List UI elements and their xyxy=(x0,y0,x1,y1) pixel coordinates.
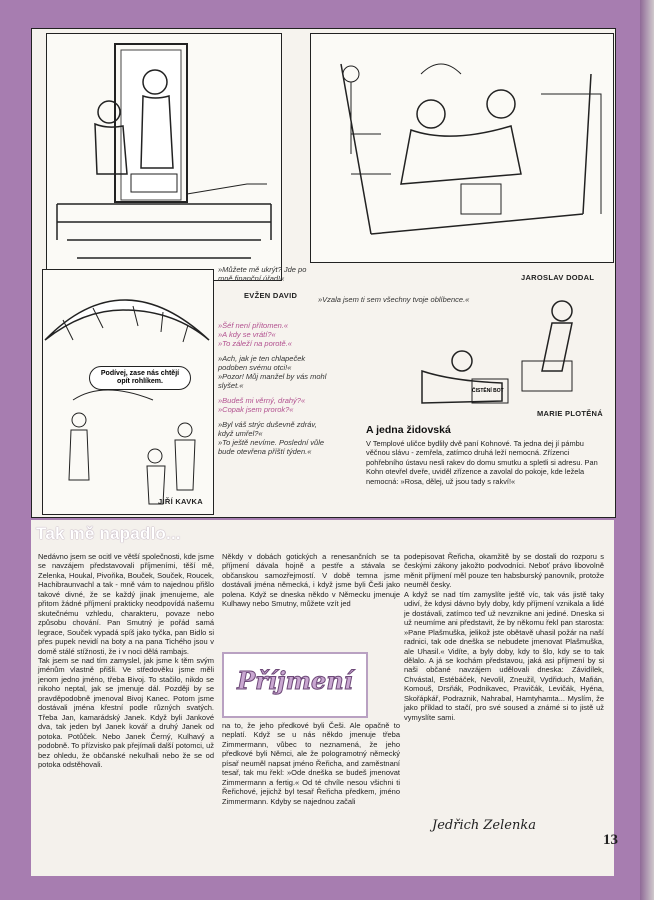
joke-line: »Šéf není přítomen.« xyxy=(218,321,289,330)
cartoon-hospital-drawing xyxy=(311,34,613,262)
joke-line: »Budeš mi věrný, drahý?« xyxy=(218,396,306,405)
story-text: V Templové uličce bydlily dvě paní Kohnové. Ta jedna dej jí pámbu věčnou slávu - zemřela, zatímco druhá leží nemocná. Zřízenci pohřebního ústavu nesli rakev do domu smutku a spletli si adresu. Pan Kohn otevřel dveře, uviděl zřízence a zavolal do pokoje, kde ležela nemocná: »Rosa, dělej, už jsou tady s rakví!« xyxy=(366,439,598,486)
cartoon-rohlik-drawing xyxy=(43,270,213,514)
joke-line: »Copak jsem prorok?« xyxy=(218,405,294,414)
article-column-3: podepisovat Řeřicha, okamžitě by se dostali do rozporu s českými zákony jakožto podvodníci. Neboť právo libovolně měnit příjmení měl pouze ten habsburský panovník, protože neuměl česky. A když se nad tím zamyslíte ještě víc, tak vás jistě taky udiví, že kdysi dávno byly doby, kdy příjmení vznikala a lidé je dostávali, zatímco teď už nevznikne ani jediné. Dneska si už neumíme ani představit, že by někomu řekl pan starosta: »Pane Plašmuška, jelikož jste obětavě uhasil požár na naší radnici, tak ode dneška se nebudete jmenovat Plašmuška, ale Uhasil.« Vidíte, a byly doby, kdy to šlo, kdy se to tak dělalo. A já se kochám představou, jaká asi příjmení by si naši občané navzájem udělovali dneska: Závidílek, Chvástal, Estébáček, Nevolil, Zneužil, Vydřiduch, Mafián, Komouš, Drsňák, Podnikavec, Pravičák, Levičák, Hyéna, Skořápkář, Podraznik, Nahrabal, Hamtyhamta... Myslím, že jako příklad to stačí, pro své soused a známé si to jistě už vymyslíte sami. xyxy=(404,552,604,722)
article-title: Příjmení xyxy=(237,666,353,695)
cartoon-marie-plotena xyxy=(412,291,602,411)
joke-line: »Byl váš strýc duševně zdráv, když umřel?« xyxy=(218,420,317,438)
page-number: 13 xyxy=(603,832,618,848)
joke-line: »To záleží na porotě.« xyxy=(218,339,292,348)
cartoon-jaroslav-dodal xyxy=(310,33,614,263)
article-column-1: Nedávno jsem se ocitl ve větší společnosti, kde jsme se navzájem představovali příjmeními, těší mě, Zelenka, Houkal, Pivoňka, Bouček, Souček, Roucek, Hachibraunvachl a tak - mně vám to najednou přišlo takové divné, že se každý jinak jmenujeme, ale přitom žádné příjmení prakticky neodpovídá našemu skutečnému vzhledu, charakteru, povaze nebo způsobu chování. Pan Smutný je pořád samá legrace, Souček vypadá spíš jako tyčka, pan Bidlo si přes pupek nevidí na boty a na pana Tichého jsou v domě stálé stížnosti, že i v noci dělá rambajs. Tak jsem se nad tím zamyslel, jak jsme k těm svým jménům vlastně přišli. Ve středověku jsme měli jenom jedno jméno, třeba Bivoj. To stačilo, nikdo se nikoho neptal, jak se jmenuje dál. Později by se pravděpodobně jmenoval Bivoj Kanec. Potom jsme dostávali jména křestní podle různých svatých. Třeba Jan, kamarádský Janek. Když byli Jankové dva, tak jeden byl Janek kovář a druhý Janek od potoka. Potůček. Nebo Janek Černý, Kulhavý a podobně. To přízvisko pak přejímali další potomci, už bez ohledu, že občanské nekulhali nebo že se od potoka odstěhovali. xyxy=(38,552,214,769)
jokes-list xyxy=(218,321,334,456)
cartoon-jiri-kavka xyxy=(42,269,214,515)
article-column-2-top: Někdy v dobách gotických a renesančních se ta příjmení dávala hojně a pestře a stávala se občanskou samozřejmostí. V době temna jsme dostávali jména německá, i když jsme byli Češi jako polena. Když se dneska někdo v Německu jmenuje Kulhawy nebo Smutny, můžete vzít jed xyxy=(222,552,400,609)
author-jaroslav-dodal: JAROSLAV DODAL xyxy=(521,273,595,282)
caption-evzen-david: »Můžete mě ukrýt? Jde po mně finanční úřad!« xyxy=(218,265,307,283)
column-heading: Tak mě napadlo... xyxy=(36,524,181,543)
author-jiri-kavka: JIŘÍ KAVKA xyxy=(158,497,203,506)
story-title: A jedna židovská xyxy=(366,424,451,436)
joke-line: »Ach, jak je ten chlapeček podoben svému otci!« xyxy=(218,354,306,372)
author-signature: Jedřich Zelenka xyxy=(432,818,536,833)
article-title-box xyxy=(222,652,368,718)
joke-line: »A kdy se vrátí?« xyxy=(218,330,276,339)
cartoon-section xyxy=(31,28,616,518)
joke-line: »To ještě nevíme. Poslední vůle bude otevřena příští týden.« xyxy=(218,438,325,456)
speech-bubble: Podívej, zase nás chtějí opít rohlíkem. xyxy=(89,366,191,390)
caption-jaroslav-dodal: »Vzala jsem ti sem všechny tvoje oblíbence.« xyxy=(318,295,470,304)
author-marie-plotena: MARIE PLOTĚNÁ xyxy=(537,409,603,418)
article-column-2-bottom: na to, že jeho předkové byli Češi. Ale opačně to neplatí. Když se u nás někdo jmenuje třeba Zimmermann, vůbec to neznamená, že jeho předkové byli Němci, ale že pologramotný německý písař neuměl napsat jméno Řeřicha, and zaměstnaní tesař, tak mu řekl: »Ode dneška se budeš jmenovat Zimmermann a fertig.« Od té chvíle nesou všichni ti Řeřichové, jejichž byl tesař Řeřicha předkem, jméno Zimmermann. Kdyby se najednou začali xyxy=(222,721,400,806)
cartoon-shoeshine-drawing xyxy=(412,291,602,411)
page-spine-shadow xyxy=(640,0,654,900)
cartoon-evzen-david xyxy=(46,33,282,281)
author-evzen-david: EVŽEN DAVID xyxy=(244,291,298,300)
shoe-box-label: ČISTĚNÍ BOT xyxy=(472,388,504,394)
cartoon-door-drawing xyxy=(47,34,281,280)
joke-line: »Pozor! Můj manžel by vás mohl slyšet.« xyxy=(218,372,327,390)
